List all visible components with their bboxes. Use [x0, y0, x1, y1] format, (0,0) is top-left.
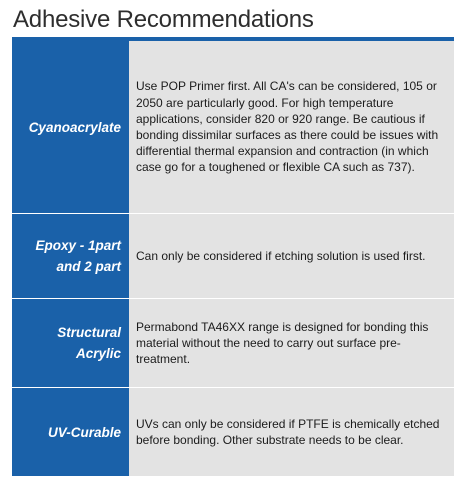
row-description-text: Use POP Primer first. All CA's can be considered, 105 or 2050 are particularly good. For high temperature applications, consider 820 or 920 range. Be cautious if bonding dissimilar surfaces as there could be issues with differential thermal expansion and contraction (in which case go for a toughened or flexible CA such as 737).	[136, 79, 439, 175]
row-label-uv-curable: UV-Curable	[12, 388, 129, 476]
table-row-uv-curable	[12, 388, 454, 476]
table-row-cyanoacrylate	[12, 41, 454, 213]
row-description-structural-acrylic	[129, 299, 454, 387]
row-description-epoxy	[129, 214, 454, 298]
table-row-epoxy	[12, 214, 454, 298]
table-row-structural-acrylic	[12, 299, 454, 387]
adhesive-table	[12, 41, 454, 476]
row-description-cyanoacrylate	[129, 41, 454, 213]
row-label-epoxy: Epoxy - 1part and 2 part	[12, 214, 129, 298]
row-label-structural-acrylic: Structural Acrylic	[12, 299, 129, 387]
row-description-text: UVs can only be considered if PTFE is chemically etched before bonding. Other substrate needs to be clear.	[136, 416, 440, 447]
row-description-text: Can only be considered if etching solution is used first.	[136, 248, 426, 263]
page-title: Adhesive Recommendations	[13, 6, 314, 33]
row-description-uv-curable	[129, 388, 454, 476]
row-description-text: Permabond TA46XX range is designed for bonding this material without the need to carry out surface pre-treatment.	[136, 319, 429, 367]
row-label-cyanoacrylate: Cyanoacrylate	[12, 41, 129, 213]
